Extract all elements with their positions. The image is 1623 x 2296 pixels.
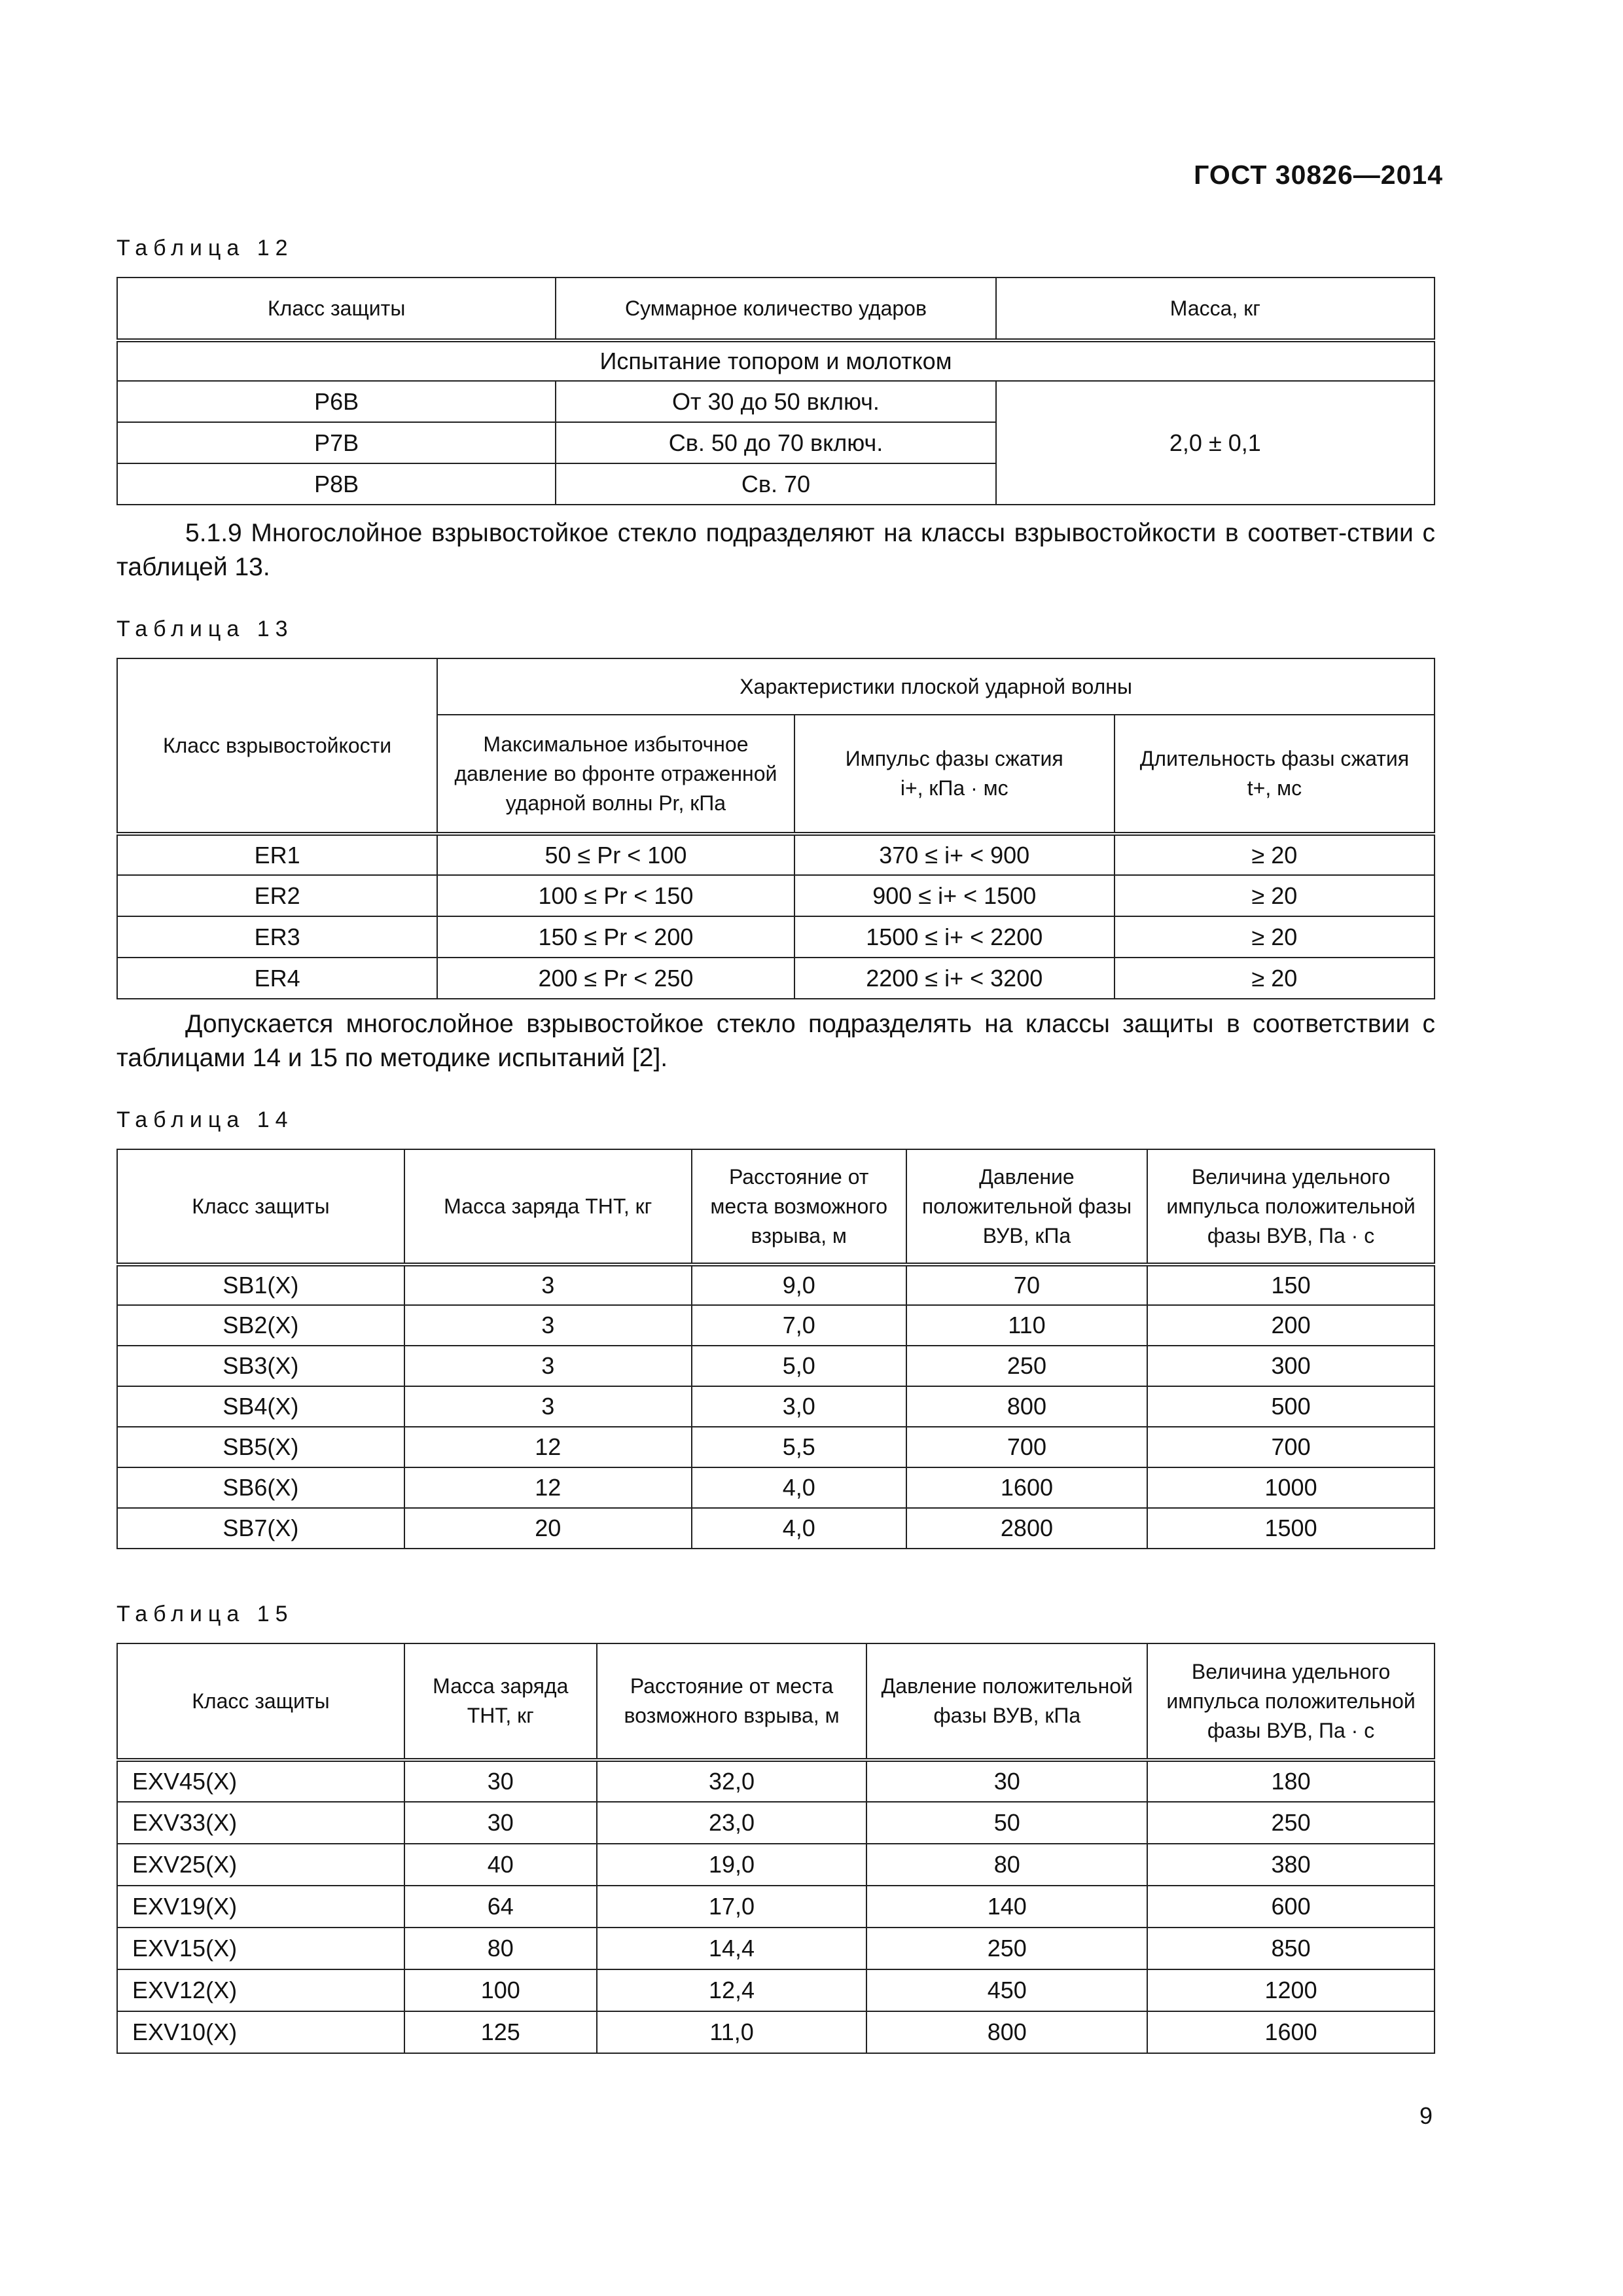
table14-cell: 110 xyxy=(906,1305,1147,1346)
t13-header-duration xyxy=(1115,715,1435,834)
t13-header-impulse xyxy=(794,715,1115,834)
table15-cell: 180 xyxy=(1147,1760,1435,1802)
t13-cell: ER1 xyxy=(117,834,437,875)
table14-cell: 200 xyxy=(1147,1305,1435,1346)
table15-cell: 1200 xyxy=(1147,1969,1435,2011)
table15-cell: 19,0 xyxy=(597,1844,867,1886)
t13-cell: 2200 ≤ i+ < 3200 xyxy=(794,958,1115,999)
table15-cell: 600 xyxy=(1147,1886,1435,1928)
table-row xyxy=(117,1265,1435,1305)
t12-mass-cell: 2,0 ± 0,1 xyxy=(996,381,1435,505)
t14-header-distance: Расстояние от места возможного взрыва, м xyxy=(692,1149,906,1265)
table13 xyxy=(116,658,1435,999)
table14-cell: 700 xyxy=(1147,1427,1435,1467)
t13-cell: ≥ 20 xyxy=(1115,916,1435,958)
t12-section-row: Испытание топором и молотком xyxy=(117,340,1435,381)
table14-cell: 3,0 xyxy=(692,1386,906,1427)
table14-cell: 70 xyxy=(906,1265,1147,1305)
table14-caption: Таблица 14 xyxy=(116,1107,294,1132)
table12 xyxy=(116,277,1435,505)
t15-header-impulse: Величина удельного импульса положительной фазы ВУВ, Па · с xyxy=(1147,1643,1435,1760)
table14-cell: 1500 xyxy=(1147,1508,1435,1549)
table-row xyxy=(117,1844,1435,1886)
table15-cell: 17,0 xyxy=(597,1886,867,1928)
t13-header-pressure-text: Максимальное избыточное давление во фронте отраженной ударной волны Pr, кПа xyxy=(454,732,777,815)
t12-cell: Св. 70 xyxy=(556,463,995,505)
t14-header-mass: Масса заряда ТНТ, кг xyxy=(404,1149,692,1265)
page-number: 9 xyxy=(1419,2102,1433,2129)
table14-cell: 250 xyxy=(906,1346,1147,1386)
table-row xyxy=(117,1427,1435,1467)
table14-cell: 800 xyxy=(906,1386,1147,1427)
table-row xyxy=(117,1386,1435,1427)
table15-cell: EXV15(X) xyxy=(117,1928,404,1969)
table14-cell: SB4(X) xyxy=(117,1386,404,1427)
table14-cell: 4,0 xyxy=(692,1467,906,1508)
t12-cell: P7B xyxy=(117,422,556,463)
t15-header-mass: Масса заряда ТНТ, кг xyxy=(404,1643,597,1760)
table-row xyxy=(117,1886,1435,1928)
t13-header-impulse-line1: Импульс фазы сжатия xyxy=(845,747,1063,770)
table14-cell: 4,0 xyxy=(692,1508,906,1549)
table-row xyxy=(117,1508,1435,1549)
table15-cell: 23,0 xyxy=(597,1802,867,1844)
table15-cell: EXV33(X) xyxy=(117,1802,404,1844)
t12-cell: От 30 до 50 включ. xyxy=(556,381,995,422)
table13-caption: Таблица 13 xyxy=(116,617,294,641)
table14-cell: 12 xyxy=(404,1467,692,1508)
t13-cell: ER4 xyxy=(117,958,437,999)
table12-caption: Таблица 12 xyxy=(116,236,294,260)
table14-cell: 700 xyxy=(906,1427,1147,1467)
table14-cell: SB7(X) xyxy=(117,1508,404,1549)
table14-cell: 500 xyxy=(1147,1386,1435,1427)
table15-cell: 250 xyxy=(1147,1802,1435,1844)
table15-cell: 30 xyxy=(404,1760,597,1802)
table15-cell: EXV10(X) xyxy=(117,2011,404,2053)
table15-cell: 250 xyxy=(866,1928,1147,1969)
table15-cell: 50 xyxy=(866,1802,1147,1844)
table-row xyxy=(117,1760,1435,1802)
t12-cell: Св. 50 до 70 включ. xyxy=(556,422,995,463)
table15-cell: EXV45(X) xyxy=(117,1760,404,1802)
table15-cell: 14,4 xyxy=(597,1928,867,1969)
table-row xyxy=(117,1346,1435,1386)
table15-cell: 32,0 xyxy=(597,1760,867,1802)
table15-cell: 850 xyxy=(1147,1928,1435,1969)
table15-cell: 64 xyxy=(404,1886,597,1928)
table14-cell: SB1(X) xyxy=(117,1265,404,1305)
t13-cell: ≥ 20 xyxy=(1115,958,1435,999)
table15-cell: 80 xyxy=(866,1844,1147,1886)
document-code: ГОСТ 30826—2014 xyxy=(1194,160,1443,190)
t12-cell: P8B xyxy=(117,463,556,505)
t12-header-class: Класс защиты xyxy=(117,278,556,340)
table14-cell: SB2(X) xyxy=(117,1305,404,1346)
t13-cell: ≥ 20 xyxy=(1115,834,1435,875)
t13-cell: 900 ≤ i+ < 1500 xyxy=(794,875,1115,916)
table14-cell: 7,0 xyxy=(692,1305,906,1346)
t12-header-hits: Суммарное количество ударов xyxy=(556,278,995,340)
t14-header-impulse: Величина удельного импульса положительной фазы ВУВ, Па · с xyxy=(1147,1149,1435,1265)
table-row xyxy=(117,1305,1435,1346)
table15-cell: 140 xyxy=(866,1886,1147,1928)
table-row xyxy=(117,1467,1435,1508)
table-row xyxy=(117,1802,1435,1844)
t15-header-pressure: Давление положительной фазы ВУВ, кПа xyxy=(866,1643,1147,1760)
t13-cell: ≥ 20 xyxy=(1115,875,1435,916)
t13-header-duration-line2: t+, мс xyxy=(1247,776,1302,800)
t13-cell: ER2 xyxy=(117,875,437,916)
table15-cell: EXV19(X) xyxy=(117,1886,404,1928)
table15-cell: 100 xyxy=(404,1969,597,2011)
table15-cell: 1600 xyxy=(1147,2011,1435,2053)
table-row xyxy=(117,1928,1435,1969)
table-row xyxy=(117,1969,1435,2011)
table-row xyxy=(117,2011,1435,2053)
table14-cell: 20 xyxy=(404,1508,692,1549)
table15-cell: 30 xyxy=(866,1760,1147,1802)
table14-cell: 5,5 xyxy=(692,1427,906,1467)
table15-cell: EXV12(X) xyxy=(117,1969,404,2011)
table15-cell: 80 xyxy=(404,1928,597,1969)
t13-cell: 100 ≤ Pr < 150 xyxy=(437,875,794,916)
t13-cell: 200 ≤ Pr < 250 xyxy=(437,958,794,999)
table15-cell: 800 xyxy=(866,2011,1147,2053)
table15-cell: 380 xyxy=(1147,1844,1435,1886)
table14-cell: 1000 xyxy=(1147,1467,1435,1508)
table14-cell: SB6(X) xyxy=(117,1467,404,1508)
table15-cell: 11,0 xyxy=(597,2011,867,2053)
t13-cell: 50 ≤ Pr < 100 xyxy=(437,834,794,875)
table15-cell: 450 xyxy=(866,1969,1147,2011)
table14-cell: 3 xyxy=(404,1305,692,1346)
t13-cell: 1500 ≤ i+ < 2200 xyxy=(794,916,1115,958)
table15-caption: Таблица 15 xyxy=(116,1602,294,1626)
table15 xyxy=(116,1643,1435,2054)
table15-cell: 125 xyxy=(404,2011,597,2053)
t15-header-class: Класс защиты xyxy=(117,1643,404,1760)
paragraph-5-1-9: 5.1.9 Многослойное взрывостойкое стекло подразделяют на классы взрывостойкости в соответ-ствии с таблицей 13. xyxy=(116,519,1435,581)
t13-header-duration-line1: Длительность фазы сжатия xyxy=(1139,747,1410,770)
paragraph-permission: Допускается многослойное взрывостойкое стекло подразделять на классы защиты в соответствии с таблицами 14 и 15 по методике испытаний [2]. xyxy=(116,1010,1435,1072)
table14-cell: SB5(X) xyxy=(117,1427,404,1467)
table14-cell: 1600 xyxy=(906,1467,1147,1508)
t12-header-mass: Масса, кг xyxy=(996,278,1435,340)
table14 xyxy=(116,1149,1435,1549)
table15-cell: 30 xyxy=(404,1802,597,1844)
table14-cell: 150 xyxy=(1147,1265,1435,1305)
table14-cell: 9,0 xyxy=(692,1265,906,1305)
table15-cell: EXV25(X) xyxy=(117,1844,404,1886)
t12-cell: P6B xyxy=(117,381,556,422)
t13-header-class: Класс взрывостойкости xyxy=(117,658,437,834)
t14-header-class: Класс защиты xyxy=(117,1149,404,1265)
table14-cell: 2800 xyxy=(906,1508,1147,1549)
table14-cell: 3 xyxy=(404,1265,692,1305)
t13-cell: ER3 xyxy=(117,916,437,958)
table15-cell: 40 xyxy=(404,1844,597,1886)
table14-cell: SB3(X) xyxy=(117,1346,404,1386)
table14-cell: 300 xyxy=(1147,1346,1435,1386)
t13-header-pressure xyxy=(437,715,794,834)
t13-cell: 150 ≤ Pr < 200 xyxy=(437,916,794,958)
t13-cell: 370 ≤ i+ < 900 xyxy=(794,834,1115,875)
table14-cell: 3 xyxy=(404,1346,692,1386)
table14-cell: 12 xyxy=(404,1427,692,1467)
t13-header-impulse-line2: i+, кПа · мс xyxy=(900,776,1008,800)
t13-header-group: Характеристики плоской ударной волны xyxy=(437,658,1435,715)
t15-header-distance: Расстояние от места возможного взрыва, м xyxy=(597,1643,867,1760)
table14-cell: 3 xyxy=(404,1386,692,1427)
t14-header-pressure: Давление положительной фазы ВУВ, кПа xyxy=(906,1149,1147,1265)
table14-cell: 5,0 xyxy=(692,1346,906,1386)
table15-cell: 12,4 xyxy=(597,1969,867,2011)
